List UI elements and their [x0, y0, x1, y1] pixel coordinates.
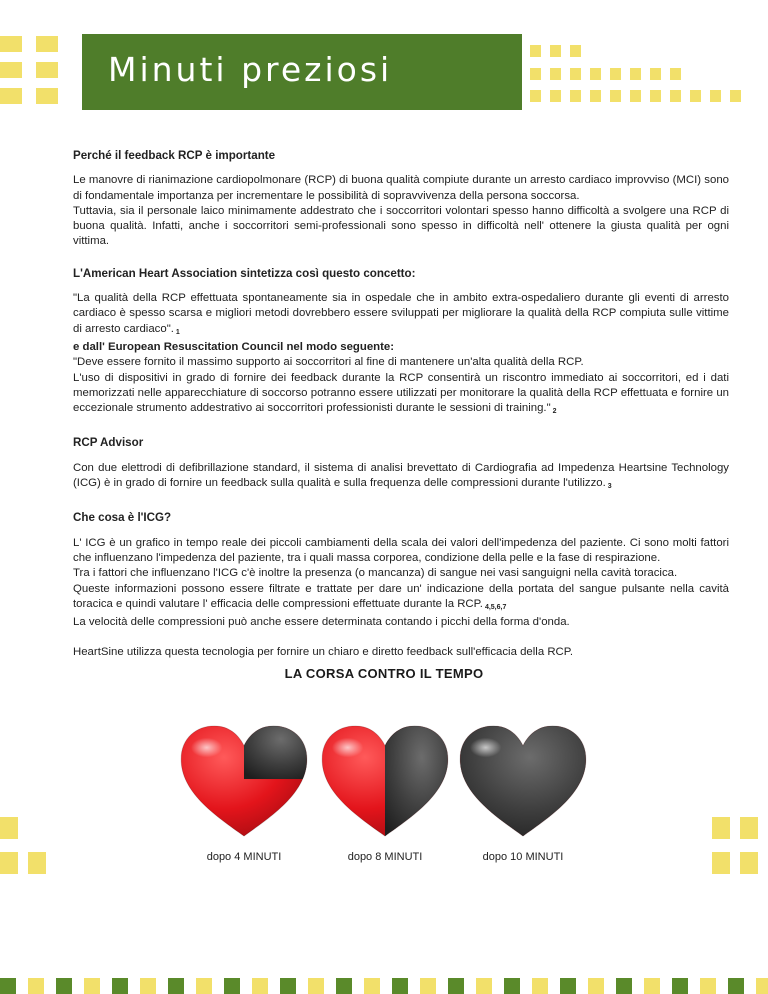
decor-square — [610, 68, 621, 80]
decor-square — [672, 978, 688, 994]
decor-square — [280, 978, 296, 994]
decor-square — [392, 978, 408, 994]
decor-square — [196, 978, 212, 994]
decor-square — [630, 90, 641, 102]
decor-square — [84, 978, 100, 994]
heart-10-minutes — [455, 722, 591, 840]
decor-square — [756, 978, 768, 994]
heart-8-minutes — [317, 722, 453, 840]
decor-square — [530, 45, 541, 57]
decor-square — [570, 90, 581, 102]
decor-square — [690, 90, 701, 102]
decor-square — [504, 978, 520, 994]
heart-4-minutes — [176, 722, 312, 840]
decor-square — [0, 978, 16, 994]
decor-square — [590, 68, 601, 80]
caption-4-minutes: dopo 4 MINUTI — [206, 851, 282, 863]
decor-square — [700, 978, 716, 994]
decor-square — [336, 978, 352, 994]
paragraph-why: Le manovre di rianimazione cardiopolmonare (RCP) di buona qualità compiute durante un arresto cardiaco improvviso (MCI) sono di fondamentale importanza per incrementare le possibilità di sopravvivenza della persona soccorsa. Tuttavia, sia il personale laico minimamente addestrato che i soccorritori volontari spesso hanno difficoltà a svolgere una RCP di buona qualità. Infatti, anche i soccorritori semi-professionali sono spesso in difficoltà nell' ottenere la giusta qualità per ogni vittima. — [73, 174, 729, 248]
decor-square — [530, 68, 541, 80]
decor-square — [650, 90, 661, 102]
caption-10-minutes: dopo 10 MINUTI — [482, 851, 564, 863]
paragraph-heartsine: HeartSine utilizza questa tecnologia per fornire un chiaro e diretto feedback sull'efficacia della RCP. — [73, 646, 574, 659]
decor-square — [56, 978, 72, 994]
decor-square — [670, 68, 681, 80]
decor-square — [140, 978, 156, 994]
decor-square — [670, 90, 681, 102]
decor-square — [650, 68, 661, 80]
heart-dark-area — [244, 722, 311, 779]
decor-square — [570, 68, 581, 80]
decor-square — [476, 978, 492, 994]
decor-square — [570, 45, 581, 57]
article-body — [73, 148, 729, 672]
decor-square — [420, 978, 436, 994]
heart-shine — [470, 738, 501, 758]
decor-square — [112, 978, 128, 994]
page-title: Minuti preziosi — [108, 50, 393, 89]
section-heading-aha: L'American Heart Association sintetizza così questo concetto: — [73, 266, 416, 280]
header-banner — [82, 34, 522, 110]
paragraph-icg: L' ICG è un grafico in tempo reale dei piccoli cambiamenti della scala dei valori dell'impedenza del paziente. Ci sono molti fattori che influenzano l'impedenza del paziente, tra i quali massa corporea, condizione della pelle e la fase di respirazione. Tra i fattori che influenzano l'ICG c'è inoltre la presenza (o mancanza) di sangue nei vasi sanguigni nella cavità toracica. Queste informazioni possono essere filtrate e trattate per dare un' indicazione della portata del sangue pulsante nella cavità toracica e quindi valutare l' efficacia delle compressioni effettuate durante la RCP. $_{4,5,6,7}$ La velocità delle compressioni può anche essere determinata contando i picchi della forma d'onda. — [73, 536, 729, 629]
decor-square — [644, 978, 660, 994]
decor-square — [728, 978, 744, 994]
decor-square — [364, 978, 380, 994]
decor-square — [560, 978, 576, 994]
decor-square — [448, 978, 464, 994]
decor-square — [730, 90, 741, 102]
decor-square — [168, 978, 184, 994]
decor-square — [550, 68, 561, 80]
section-heading-icg: Che cosa è l'ICG? — [73, 511, 172, 525]
section-heading-why: Perché il feedback RCP è importante — [73, 149, 276, 162]
decor-square — [550, 45, 561, 57]
section-heading-advisor: RCP Advisor — [73, 436, 144, 450]
caption-8-minutes: dopo 8 MINUTI — [347, 851, 423, 863]
decor-square — [308, 978, 324, 994]
decor-square — [710, 90, 721, 102]
decor-square — [224, 978, 240, 994]
paragraph-advisor: Con due elettrodi di defibrillazione standard, il sistema di analisi brevettato di Cardiografia ad Impedenza Heartsine Technology (ICG) è in grado di fornire un feedback sulla qualità e sulla frequenza delle compressioni durante l'utilizzo. $_3$ — [73, 461, 729, 491]
decor-square — [616, 978, 632, 994]
decor-square — [530, 90, 541, 102]
decor-square — [610, 90, 621, 102]
race-title: LA CORSA CONTRO IL TEMPO — [284, 666, 484, 681]
decor-square — [590, 90, 601, 102]
decor-square — [252, 978, 268, 994]
heart-shine — [332, 738, 363, 758]
decor-square — [550, 90, 561, 102]
decor-square — [532, 978, 548, 994]
decor-square — [630, 68, 641, 80]
decor-square — [588, 978, 604, 994]
heart-shine — [191, 738, 222, 758]
paragraph-quotes: "La qualità della RCP effettuata spontaneamente sia in ospedale che in ambito extra-ospedaliero durante gli eventi di arresto cardiaco è spesso scarsa e migliori metodi dovrebbero essere sviluppati per migliorare la qualità della RCP compiuta sulle vittime di arresto cardiaco". $_1$ e dall' European Resuscitation Council nel modo seguente: "Deve essere fornito il massimo supporto ai soccorritori al fine di mantenere un'alta qualità della RCP. L'uso di dispositivi in grado di fornire dei feedback durante la RCP consentirà un riscontro immediato ai soccorritori, ed i dati memorizzati nelle apparecchiature di soccorso potranno essere utilizzati per monitorare la qualità della RCP effettuata e fornire un eccezionale strumento addestrativo ai soccorritori professionisti durante le sessioni di training." $_2$ — [73, 292, 729, 416]
decor-square — [28, 978, 44, 994]
